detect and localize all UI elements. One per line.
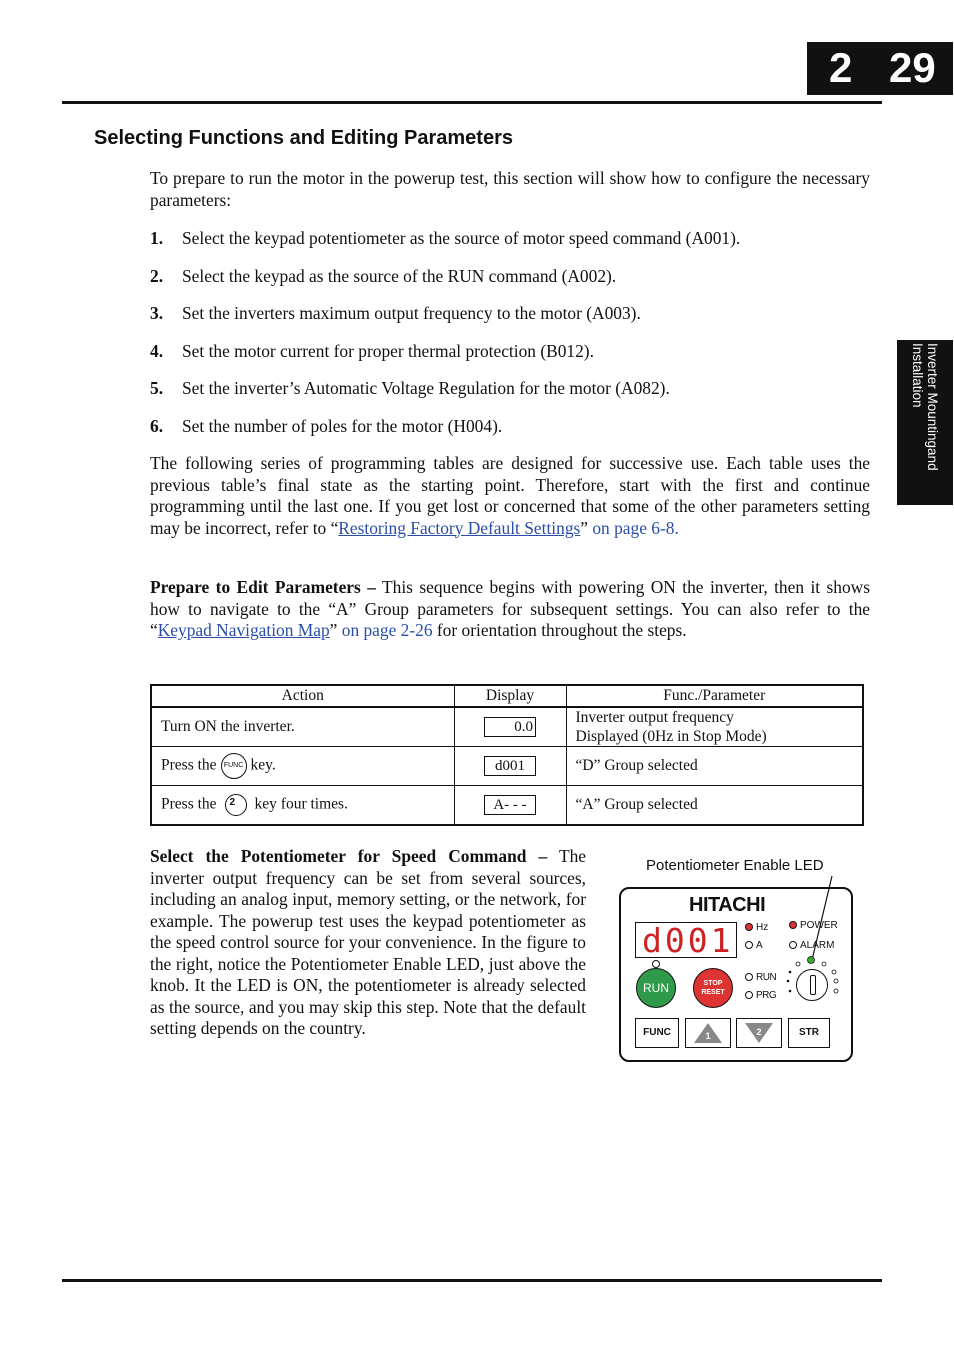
action-text: Press the <box>161 756 217 774</box>
header-rule <box>62 101 882 104</box>
run-button[interactable]: RUN <box>636 968 676 1008</box>
step-text: Set the motor current for proper thermal protection (B012). <box>182 341 594 361</box>
down-button[interactable] <box>736 1018 782 1048</box>
brand-logo: HITACHI <box>689 894 766 916</box>
display-cell <box>454 747 566 786</box>
power-label: POWER <box>800 920 838 931</box>
prg-led-icon <box>745 991 753 999</box>
run-mode-led-icon <box>745 973 753 981</box>
potentiometer-enable-led-icon <box>808 957 815 964</box>
alarm-indicator <box>789 940 834 951</box>
power-led-icon <box>789 921 797 929</box>
action-text: key. <box>250 756 276 774</box>
func-line: Displayed (0Hz in Stop Mode) <box>575 728 767 745</box>
display-readout: 0.0 <box>484 717 536 737</box>
led-caption: Potentiometer Enable LED <box>646 857 824 874</box>
func-cell: “D” Group selected <box>566 747 863 786</box>
down-key-icon <box>225 794 247 816</box>
hz-indicator <box>745 922 768 933</box>
prepare-lead: Prepare to Edit Parameters – <box>150 577 376 597</box>
step-number: 2. <box>150 266 164 286</box>
header-action: Action <box>151 685 454 707</box>
footer-rule <box>62 1279 882 1282</box>
prepare-end: for orientation throughout the steps. <box>432 620 687 640</box>
page-number-box <box>807 42 953 95</box>
prepare-quote: ” <box>329 620 342 640</box>
series-quote: ” <box>580 517 593 538</box>
run-label: RUN <box>756 972 777 983</box>
table-row <box>151 707 863 747</box>
step-text: Set the number of poles for the motor (H004). <box>182 416 503 436</box>
step-text: Set the inverters maximum output frequency to the motor (A003). <box>182 303 641 323</box>
display-cell <box>454 707 566 747</box>
prepare-paragraph <box>150 577 870 642</box>
stop-reset-button[interactable] <box>693 968 733 1008</box>
pot-lead: Select the Potentiometer for Speed Command – <box>150 846 548 866</box>
func-cell: “A” Group selected <box>566 786 863 826</box>
step-text: Set the inverter’s Automatic Voltage Regulation for the motor (A082). <box>182 378 670 398</box>
hz-label: Hz <box>756 922 769 933</box>
chapter-side-tab <box>897 340 953 505</box>
a-label: A <box>756 940 763 951</box>
run-indicator <box>745 972 776 983</box>
knob-indicator-icon <box>810 975 816 995</box>
power-indicator <box>789 920 838 931</box>
table-row <box>151 747 863 786</box>
func-key-icon: FUNC <box>221 753 247 779</box>
series-paragraph <box>150 453 870 539</box>
hz-led-icon <box>745 923 753 931</box>
func-line: Inverter output frequency <box>575 709 734 726</box>
action-text: Press the <box>161 795 217 813</box>
step-number: 1. <box>150 228 164 248</box>
series-end: . <box>674 517 679 538</box>
run-led-icon <box>652 960 660 968</box>
reset-label: RESET <box>701 989 725 996</box>
potentiometer-paragraph <box>150 846 586 1040</box>
page-number: 29 <box>889 44 936 91</box>
table-header-row <box>151 685 863 707</box>
step-number: 3. <box>150 303 164 323</box>
action-cell <box>151 786 454 826</box>
header-display: Display <box>454 685 566 707</box>
pot-text: The inverter output frequency can be set from several sources, including an analog input, memory setting, or the network, for example. The powerup test uses the keypad potentiometer as the speed control source for your convenience. In the figure to the right, notice the Potentiometer Enable LED, just above the knob. It the LED is ON, the potentiometer is already selected as the source, and you may skip this step. Note that the default setting depends on the country. <box>150 846 586 1038</box>
alarm-led-icon <box>789 941 797 949</box>
section-title: Selecting Functions and Editing Parameters <box>94 127 513 149</box>
chapter-number: 2 <box>829 44 853 91</box>
action-cell <box>151 747 454 786</box>
a-led-icon <box>745 941 753 949</box>
str-button[interactable]: STR <box>788 1018 830 1048</box>
intro-paragraph: To prepare to run the motor in the powerup test, this section will show how to configure the necessary parameters: <box>150 168 870 210</box>
down-label: 2 <box>756 1027 762 1037</box>
header-func: Func./Parameter <box>566 685 863 707</box>
alarm-label: ALARM <box>800 940 835 951</box>
a-indicator <box>745 940 763 951</box>
series-text: The following series of programming tables are designed for successive use. Each table uses the previous table’s final state as the starting point. Therefore, start with the first and continue programming until the last one. If you get lost or concerned that some of the other parameters setting may be incorrect, refer to “ <box>150 453 870 538</box>
restoring-defaults-link[interactable]: Restoring Factory Default Settings <box>338 517 581 538</box>
keypad-panel <box>619 887 853 1062</box>
display-digits: d001 <box>642 921 734 960</box>
step-text: Select the keypad potentiometer as the source of motor speed command (A001). <box>182 228 741 248</box>
page-ref-2-26[interactable]: on page 2-26 <box>341 620 433 640</box>
stop-label: STOP <box>703 980 723 987</box>
display-readout: A- - - <box>484 795 536 815</box>
step-text: Select the keypad as the source of the RUN command (A002). <box>182 266 617 286</box>
step-number: 4. <box>150 341 164 361</box>
table-row <box>151 786 863 826</box>
page-ref-6-8[interactable]: on page 6-8 <box>592 517 675 538</box>
seven-segment-display <box>635 922 737 958</box>
keypad-navigation-map-link[interactable]: Keypad Navigation Map <box>157 620 330 640</box>
prepare-text: This sequence begins with powering ON the inverter, then it shows how to navigate to the “A” Group parameters for subsequent settings. You can also refer to the “ <box>150 577 871 640</box>
potentiometer-knob[interactable] <box>796 969 828 1001</box>
func-cell <box>566 707 863 747</box>
up-button[interactable] <box>685 1018 731 1048</box>
step-number: 5. <box>150 378 164 398</box>
down-key-number: 2 <box>229 797 236 808</box>
prg-indicator <box>745 990 776 1001</box>
func-button[interactable]: FUNC <box>635 1018 679 1048</box>
action-cell: Turn ON the inverter. <box>151 707 454 747</box>
programming-table <box>150 684 864 826</box>
step-number: 6. <box>150 416 164 436</box>
action-text: key four times. <box>254 795 348 813</box>
side-tab-label: Inverter Mountingand Installation <box>910 342 940 471</box>
display-cell <box>454 786 566 826</box>
up-label: 1 <box>705 1031 711 1041</box>
display-readout: d001 <box>484 756 536 776</box>
prg-label: PRG <box>756 990 777 1001</box>
